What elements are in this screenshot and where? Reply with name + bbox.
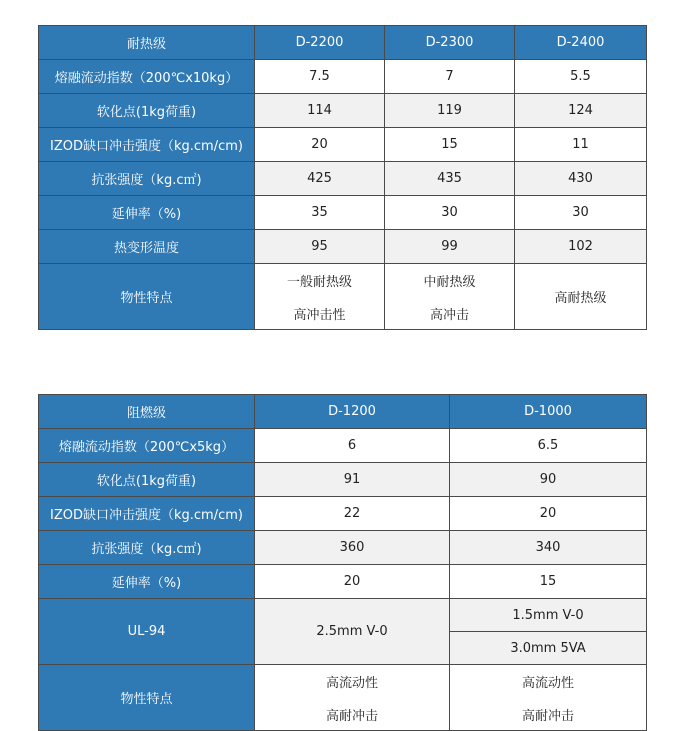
table-cell: 90 (450, 463, 647, 497)
row-label: 软化点(1kg荷重) (39, 463, 255, 497)
table-row (39, 429, 647, 463)
feature-cell: 高耐热级 (515, 264, 647, 330)
table-cell: 35 (255, 196, 385, 230)
table-cell: 22 (255, 497, 450, 531)
table-cell: 7 (385, 60, 515, 94)
row-label: 热变形温度 (39, 230, 255, 264)
header-cell-grade: 耐热级 (39, 26, 255, 60)
header-cell-grade: 阻燃级 (39, 395, 255, 429)
row-label: UL-94 (39, 599, 255, 665)
row-label: 延伸率（%) (39, 565, 255, 599)
table-cell: 20 (450, 497, 647, 531)
table-cell: 95 (255, 230, 385, 264)
table-cell: 119 (385, 94, 515, 128)
table-cell: 11 (515, 128, 647, 162)
feature-text: 高冲击 (429, 307, 469, 323)
feature-cell (385, 264, 515, 330)
feature-text: 中耐热级 (423, 274, 476, 290)
table-cell: 99 (385, 230, 515, 264)
feature-row (39, 665, 647, 731)
table-cell: 1.5mm V-0 (450, 599, 647, 632)
table-cell: 2.5mm V-0 (255, 599, 450, 665)
table-cell: 15 (385, 128, 515, 162)
table-row (39, 497, 647, 531)
table-row (39, 565, 647, 599)
row-label: 熔融流动指数（200℃x5kg） (39, 429, 255, 463)
feature-cell (255, 665, 450, 731)
feature-text: 高耐冲击 (521, 708, 574, 724)
table-row (39, 196, 647, 230)
table-row (39, 463, 647, 497)
table-row (39, 531, 647, 565)
table-cell: 124 (515, 94, 647, 128)
table-cell: 435 (385, 162, 515, 196)
table-cell: 30 (385, 196, 515, 230)
table-row (39, 230, 647, 264)
row-label: 软化点(1kg荷重) (39, 94, 255, 128)
heat-resistant-table (38, 25, 647, 330)
table-cell: 15 (450, 565, 647, 599)
table-header-row (39, 395, 647, 429)
table-cell: 3.0mm 5VA (450, 632, 647, 665)
header-cell-d2200: D-2200 (255, 26, 385, 60)
table-cell: 7.5 (255, 60, 385, 94)
feature-text: 高流动性 (521, 675, 574, 691)
table-cell: 6 (255, 429, 450, 463)
table-cell: 430 (515, 162, 647, 196)
table-row (39, 162, 647, 196)
table-cell: 5.5 (515, 60, 647, 94)
row-label: IZOD缺口冲击强度（kg.cm/cm) (39, 497, 255, 531)
table-row (39, 60, 647, 94)
row-label: 抗张强度（kg.c㎡) (39, 162, 255, 196)
table-cell: 340 (450, 531, 647, 565)
row-label: 抗张强度（kg.c㎡) (39, 531, 255, 565)
feature-text: 高冲击性 (293, 307, 346, 323)
table-cell: 30 (515, 196, 647, 230)
table-row (39, 94, 647, 128)
table-cell: 91 (255, 463, 450, 497)
ul94-row (39, 599, 647, 632)
table-cell: 360 (255, 531, 450, 565)
feature-text: 高流动性 (325, 675, 378, 691)
table-row (39, 128, 647, 162)
table-cell: 20 (255, 128, 385, 162)
header-cell-d1200: D-1200 (255, 395, 450, 429)
header-cell-d2300: D-2300 (385, 26, 515, 60)
table-cell: 6.5 (450, 429, 647, 463)
row-label: IZOD缺口冲击强度（kg.cm/cm) (39, 128, 255, 162)
feature-text: 高耐冲击 (325, 708, 378, 724)
row-label: 物性特点 (39, 264, 255, 330)
feature-cell (450, 665, 647, 731)
feature-cell (255, 264, 385, 330)
row-label: 延伸率（%) (39, 196, 255, 230)
table-cell: 20 (255, 565, 450, 599)
header-cell-d1000: D-1000 (450, 395, 647, 429)
table-cell: 425 (255, 162, 385, 196)
table-header-row (39, 26, 647, 60)
row-label: 熔融流动指数（200℃x10kg） (39, 60, 255, 94)
table-cell: 114 (255, 94, 385, 128)
header-cell-d2400: D-2400 (515, 26, 647, 60)
flame-retardant-table (38, 394, 647, 731)
feature-text: 一般耐热级 (286, 274, 352, 290)
feature-row (39, 264, 647, 330)
row-label: 物性特点 (39, 665, 255, 731)
table-cell: 102 (515, 230, 647, 264)
